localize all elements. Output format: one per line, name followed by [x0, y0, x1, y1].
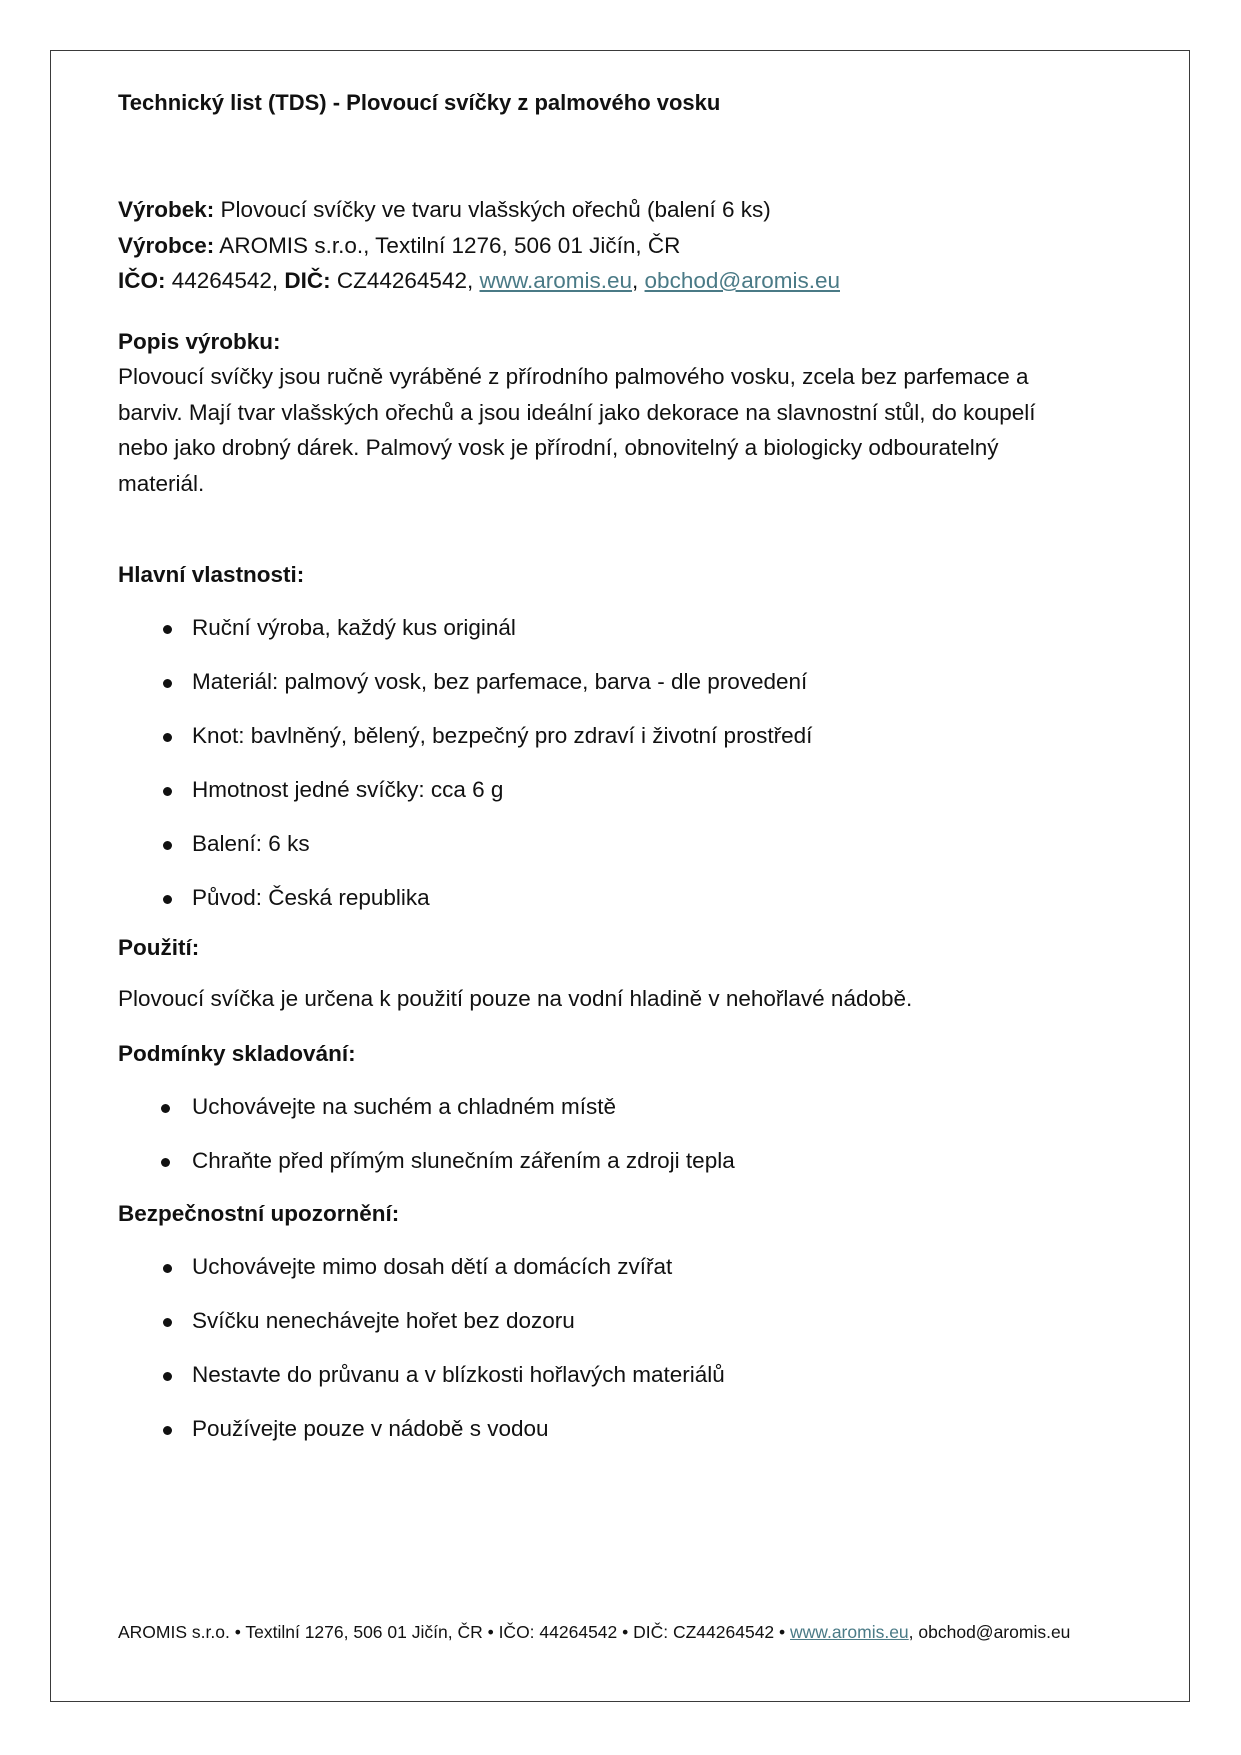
maker-line: [118, 228, 840, 264]
safety-list: [118, 1252, 1108, 1468]
product-line: [118, 192, 840, 228]
list-item-text: Uchovávejte na suchém a chladném místě: [192, 1094, 616, 1119]
description-text: [118, 359, 1108, 501]
storage-list: [118, 1092, 1108, 1200]
bullet-icon: [161, 1158, 170, 1167]
list-item-text: Chraňte před přímým slunečním zářením a zdroji tepla: [192, 1148, 735, 1173]
list-item-text: Balení: 6 ks: [192, 831, 310, 856]
list-item-text: Hmotnost jedné svíčky: cca 6 g: [192, 777, 504, 802]
footer-text: AROMIS s.r.o. • Textilní 1276, 506 01 Jičín, ČR • IČO: 44264542 • DIČ: CZ44264542 •: [118, 1622, 791, 1642]
properties-section: [118, 560, 1108, 937]
bullet-icon: [163, 787, 172, 796]
list-item: [118, 883, 1108, 937]
list-item: [118, 1306, 1108, 1360]
page-footer: [118, 1620, 1070, 1644]
bullet-icon: [163, 679, 172, 688]
list-item-text: Používejte pouze v nádobě s vodou: [192, 1416, 549, 1441]
list-item: [118, 721, 1108, 775]
dic-value: CZ44264542,: [330, 268, 480, 293]
list-item-text: Materiál: palmový vosk, bez parfemace, barva - dle provedení: [192, 669, 808, 694]
footer-email: , obchod@aromis.eu: [908, 1622, 1071, 1642]
list-item-text: Ruční výroba, každý kus originál: [192, 615, 516, 640]
maker-value: AROMIS s.r.o., Textilní 1276, 506 01 Jičín, ČR: [214, 232, 681, 258]
bullet-icon: [161, 1104, 170, 1113]
bullet-icon: [163, 733, 172, 742]
list-item-text: Původ: Česká republika: [192, 885, 430, 910]
list-item: [118, 1146, 1108, 1200]
ids-line: [118, 263, 840, 299]
product-value: Plovoucí svíčky ve tvaru vlašských ořechů (balení 6 ks): [214, 197, 771, 222]
maker-label: Výrobce:: [118, 232, 215, 258]
email-link[interactable]: obchod@aromis.eu: [644, 268, 840, 293]
description-section: [118, 327, 1108, 501]
bullet-icon: [163, 1372, 172, 1381]
ico-label: IČO:: [118, 268, 166, 293]
description-line: materiál.: [118, 470, 205, 496]
separator: ,: [632, 268, 645, 293]
list-item: [118, 775, 1108, 829]
footer-website-link[interactable]: www.aromis.eu: [790, 1622, 909, 1642]
list-item-text: Svíčku nenechávejte hořet bez dozoru: [192, 1308, 575, 1333]
list-item: [118, 1360, 1108, 1414]
list-item: [118, 1414, 1108, 1468]
list-item: [118, 1252, 1108, 1306]
list-item-text: Uchovávejte mimo dosah dětí a domácích zvířat: [192, 1254, 673, 1279]
bullet-icon: [163, 1318, 172, 1327]
document-header: [118, 88, 1118, 118]
bullet-icon: [163, 1426, 172, 1435]
description-line: Plovoucí svíčky jsou ručně vyráběné z přírodního palmového vosku, zcela bez parfemace a: [118, 364, 1029, 389]
usage-section: [118, 933, 1108, 1017]
properties-list: [118, 613, 1108, 937]
dic-label: DIČ:: [284, 268, 331, 293]
storage-heading: Podmínky skladování:: [118, 1041, 356, 1066]
bullet-icon: [163, 625, 172, 634]
bullet-icon: [163, 895, 172, 904]
bullet-icon: [163, 841, 172, 850]
properties-heading: Hlavní vlastnosti:: [118, 562, 305, 587]
website-link[interactable]: www.aromis.eu: [479, 268, 633, 293]
ico-value: 44264542,: [165, 268, 285, 293]
list-item-text: Knot: bavlněný, bělený, bezpečný pro zdraví i životní prostředí: [192, 723, 813, 748]
product-info: [118, 192, 840, 299]
list-item-text: Nestavte do průvanu a v blízkosti hořlavých materiálů: [192, 1362, 725, 1387]
bullet-icon: [163, 1264, 172, 1273]
safety-section: [118, 1199, 1108, 1468]
safety-heading: Bezpečnostní upozornění:: [118, 1201, 400, 1226]
description-line: barviv. Mají tvar vlašských ořechů a jsou ideální jako dekorace na slavnostní stůl, do koupelí: [118, 399, 1036, 425]
list-item: [118, 1092, 1108, 1146]
storage-section: [118, 1039, 1108, 1200]
usage-heading: Použití:: [118, 935, 200, 960]
list-item: [118, 829, 1108, 883]
product-label: Výrobek:: [118, 197, 215, 222]
list-item: [118, 667, 1108, 721]
usage-text: Plovoucí svíčka je určena k použití pouze na vodní hladině v nehořlavé nádobě.: [118, 986, 913, 1011]
description-heading: Popis výrobku:: [118, 329, 281, 354]
description-line: nebo jako drobný dárek. Palmový vosk je přírodní, obnovitelný a biologicky odbouratelný: [118, 435, 999, 460]
document-title: Technický list (TDS) - Plovoucí svíčky z palmového vosku: [118, 90, 721, 115]
list-item: [118, 613, 1108, 667]
